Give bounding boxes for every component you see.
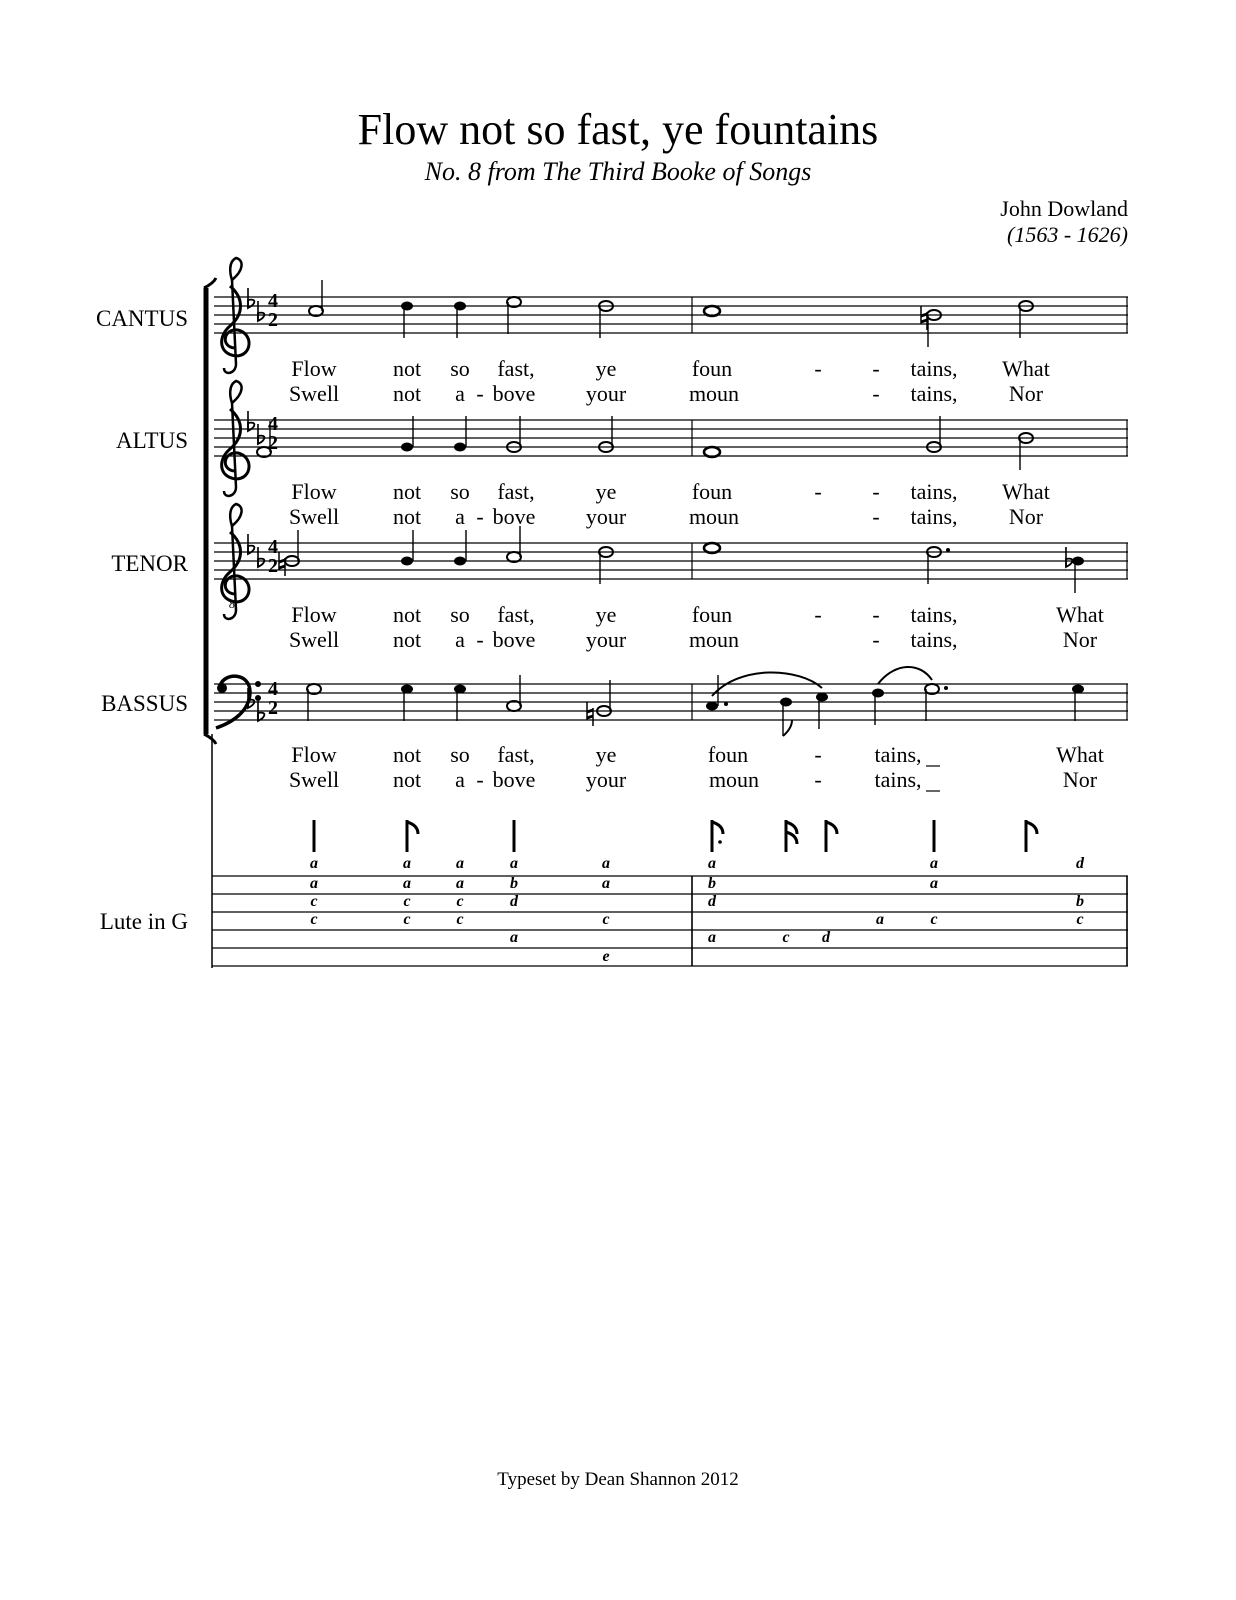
lute-tablature xyxy=(100,820,1128,966)
tab-letter: c xyxy=(930,911,938,928)
tab-letter: a xyxy=(876,911,884,928)
lyric: - xyxy=(872,479,880,504)
lyric: ye xyxy=(595,356,617,381)
bassus-lyrics xyxy=(289,742,1104,792)
lyric: - xyxy=(476,381,484,406)
tab-letter: a xyxy=(708,929,716,946)
lyric: ye xyxy=(595,479,617,504)
lyric: a xyxy=(455,627,465,652)
part-label-bassus: BASSUS xyxy=(101,691,188,716)
lyric: bove xyxy=(492,627,536,652)
tab-letter: a xyxy=(403,855,411,872)
lyric: What xyxy=(1002,479,1050,504)
lyric: not xyxy=(392,602,422,627)
flat-icon xyxy=(248,288,254,308)
tab-letter: c xyxy=(310,893,318,910)
lyric: Flow xyxy=(291,602,337,627)
tab-letter: a xyxy=(602,855,610,872)
lyric: - xyxy=(814,356,822,381)
lyric: bove xyxy=(492,767,536,792)
tab-letter: d xyxy=(510,893,518,910)
lyric: fast, xyxy=(497,742,535,767)
lyric: Swell xyxy=(288,381,340,406)
lyric: foun xyxy=(707,742,749,767)
tab-letter: d xyxy=(1076,855,1084,872)
lyric: tains, xyxy=(874,742,922,767)
composer-dates: (1563 - 1626) xyxy=(1007,222,1128,247)
tab-rhythm-flags xyxy=(314,820,1037,852)
tab-letter: a xyxy=(510,855,518,872)
lyric: tains, xyxy=(910,602,958,627)
tab-letter: b xyxy=(1076,893,1084,910)
tab-letter: a xyxy=(456,855,464,872)
lyric: bove xyxy=(492,504,536,529)
altus-notes xyxy=(257,416,1033,470)
tab-letter: a xyxy=(456,875,464,892)
lyric: - xyxy=(814,742,822,767)
tab-letter: c xyxy=(782,929,790,946)
lyric: Nor xyxy=(1062,767,1098,792)
lyric: bove xyxy=(492,381,536,406)
tab-letter: c xyxy=(403,911,411,928)
time-sig-denominator: 2 xyxy=(268,309,278,331)
lyric: moun xyxy=(688,627,740,652)
lyric: Swell xyxy=(288,627,340,652)
lyric: tains, xyxy=(910,381,958,406)
lyric: - xyxy=(814,602,822,627)
lyric: - xyxy=(872,504,880,529)
octave-marker: 8 xyxy=(229,597,235,611)
lyric: moun xyxy=(688,504,740,529)
lyric: Flow xyxy=(291,356,337,381)
lyric: tains, xyxy=(910,627,958,652)
lyric: Nor xyxy=(1062,627,1098,652)
lyric: not xyxy=(392,627,422,652)
lyric: - xyxy=(814,767,822,792)
lyric: your xyxy=(585,767,627,792)
flat-icon xyxy=(258,424,264,444)
lyric: fast, xyxy=(497,356,535,381)
tab-letter: a xyxy=(510,929,518,946)
lyric: tains, xyxy=(910,504,958,529)
lyric: so xyxy=(450,742,470,767)
footer-credit: Typeset by Dean Shannon 2012 xyxy=(497,1469,739,1490)
lyric: not xyxy=(392,479,422,504)
lyric: Swell xyxy=(288,767,340,792)
tenor-lyrics xyxy=(289,602,1104,652)
lyric: not xyxy=(392,356,422,381)
lyric: - xyxy=(476,627,484,652)
flat-icon xyxy=(248,411,254,431)
tab-letter: c xyxy=(310,911,318,928)
lyric: a xyxy=(455,381,465,406)
tab-letter: b xyxy=(708,875,716,892)
flat-icon xyxy=(248,534,254,554)
lyric: - xyxy=(872,602,880,627)
lyric: Flow xyxy=(291,742,337,767)
lyric: tains, xyxy=(910,356,958,381)
lyric: ye xyxy=(595,742,617,767)
tab-letter: e xyxy=(602,948,610,965)
lyric: a xyxy=(455,504,465,529)
lyric: - xyxy=(476,504,484,529)
tab-letter: a xyxy=(930,875,938,892)
tab-letter: a xyxy=(310,855,318,872)
lyric: - xyxy=(814,479,822,504)
lyric: fast, xyxy=(497,602,535,627)
time-sig-numerator: 4 xyxy=(268,290,278,312)
lyric: your xyxy=(585,627,627,652)
altus-lyrics xyxy=(289,479,1050,529)
composer-name: John Dowland xyxy=(1000,196,1128,221)
lyric: not xyxy=(392,767,422,792)
tab-letter: a xyxy=(930,855,938,872)
tab-letter: c xyxy=(456,893,464,910)
time-sig-numerator: 4 xyxy=(268,413,278,435)
lyric: foun xyxy=(691,602,733,627)
lyric: so xyxy=(450,602,470,627)
lyric: tains, xyxy=(874,767,922,792)
part-label-altus: ALTUS xyxy=(116,428,188,453)
lyric: foun xyxy=(691,479,733,504)
page-title: Flow not so fast, ye fountains xyxy=(357,105,879,154)
tab-letter: b xyxy=(510,875,518,892)
lyric: - xyxy=(872,381,880,406)
time-sig-numerator: 4 xyxy=(268,536,278,558)
lyric: not xyxy=(392,381,422,406)
flat-icon xyxy=(258,301,264,321)
lyric: Nor xyxy=(1008,381,1044,406)
lyric: moun xyxy=(688,381,740,406)
lyric: tains, xyxy=(910,479,958,504)
time-sig-numerator: 4 xyxy=(268,678,278,700)
tenor-notes xyxy=(279,526,1084,593)
lyric: Swell xyxy=(288,504,340,529)
tab-letter: c xyxy=(403,893,411,910)
lyric: a xyxy=(455,767,465,792)
lyric: not xyxy=(392,504,422,529)
lyric: - xyxy=(872,627,880,652)
time-sig-denominator: 2 xyxy=(268,697,278,719)
tab-letter: c xyxy=(1076,911,1084,928)
lyric: moun xyxy=(708,767,760,792)
system-bracket xyxy=(204,278,216,968)
tab-letter: d xyxy=(822,929,830,946)
tab-letter: a xyxy=(310,875,318,892)
staff-cantus xyxy=(96,258,1128,406)
lyric: What xyxy=(1056,602,1104,627)
page-subtitle: No. 8 from The Third Booke of Songs xyxy=(424,157,812,186)
tab-letter: a xyxy=(708,855,716,872)
staff-bassus xyxy=(101,667,1128,792)
flat-icon xyxy=(258,547,264,567)
lyric: fast, xyxy=(497,479,535,504)
part-label-tenor: TENOR xyxy=(111,551,188,576)
lyric: your xyxy=(585,504,627,529)
time-sig-denominator: 2 xyxy=(268,432,278,454)
lyric: What xyxy=(1056,742,1104,767)
tab-letter: c xyxy=(602,911,610,928)
part-label-lute: Lute in G xyxy=(99,909,188,934)
lyric: What xyxy=(1002,356,1050,381)
lyric: Nor xyxy=(1008,504,1044,529)
lyric: ye xyxy=(595,602,617,627)
tab-letter: d xyxy=(708,893,716,910)
time-sig-denominator: 2 xyxy=(268,555,278,577)
tab-letter: a xyxy=(403,875,411,892)
tab-letter: c xyxy=(456,911,464,928)
lyric: so xyxy=(450,479,470,504)
lyric: - xyxy=(872,356,880,381)
part-label-cantus: CANTUS xyxy=(95,306,188,331)
lyric: so xyxy=(450,356,470,381)
lyric: your xyxy=(585,381,627,406)
cantus-lyrics xyxy=(289,356,1050,406)
lyric: Flow xyxy=(291,479,337,504)
cantus-notes xyxy=(309,280,1033,347)
tab-letter: a xyxy=(602,875,610,892)
lyric: - xyxy=(476,767,484,792)
lyric: not xyxy=(392,742,422,767)
lyric: foun xyxy=(691,356,733,381)
